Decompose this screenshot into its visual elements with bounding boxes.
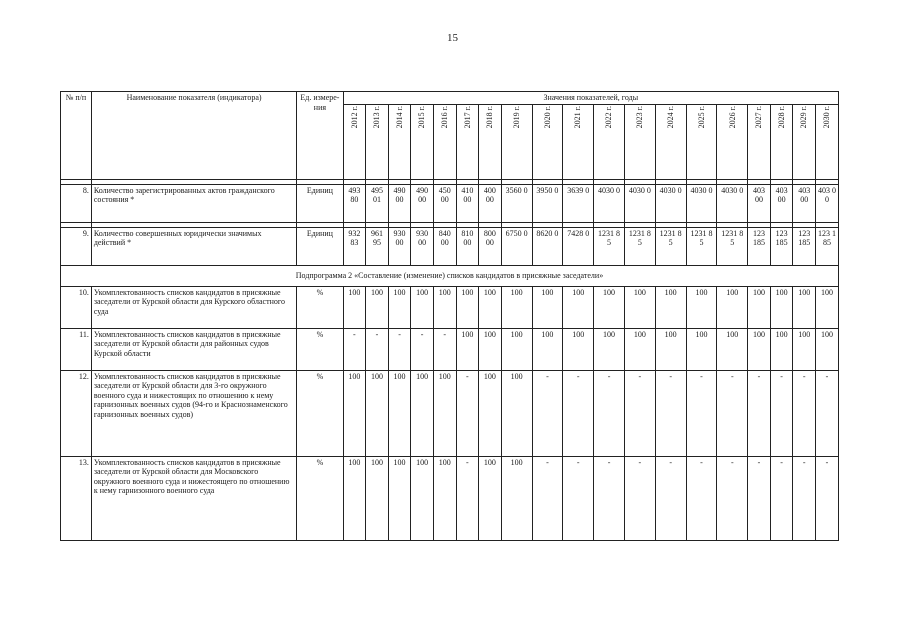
year-header — [594, 104, 625, 179]
indicator-value: 100 — [793, 286, 816, 328]
year-label: 2027 г. — [754, 105, 764, 128]
indicator-value: - — [563, 456, 594, 540]
indicator-value: 4030 0 — [717, 184, 748, 222]
year-header — [770, 104, 793, 179]
indicator-value: 123 185 — [748, 227, 771, 265]
indicator-value: 100 — [456, 286, 479, 328]
indicator-value: - — [624, 456, 655, 540]
year-header — [624, 104, 655, 179]
indicator-name: Количество зарегистрированных актов гражданского состояния * — [91, 184, 297, 222]
indicator-value: - — [433, 328, 456, 370]
indicator-value: 100 — [655, 286, 686, 328]
indicator-value: 100 — [479, 370, 502, 456]
header-unit: Ед. измере-ния — [297, 92, 343, 180]
indicator-value: 930 00 — [411, 227, 434, 265]
year-header — [532, 104, 563, 179]
year-header — [366, 104, 389, 179]
row-number: 9. — [61, 227, 92, 265]
year-label: 2024 г. — [665, 105, 675, 128]
indicator-value: 100 — [388, 286, 411, 328]
indicator-value: 100 — [433, 370, 456, 456]
indicator-value: - — [815, 370, 838, 456]
indicator-value: 4030 0 — [686, 184, 717, 222]
indicator-value: 493 80 — [343, 184, 366, 222]
indicator-value: 100 — [456, 328, 479, 370]
indicator-value: 495 01 — [366, 184, 389, 222]
indicator-value: 100 — [748, 286, 771, 328]
indicator-value: 100 — [532, 286, 563, 328]
year-header — [501, 104, 532, 179]
indicator-value: 100 — [366, 456, 389, 540]
indicator-value: 100 — [343, 286, 366, 328]
indicator-value: 100 — [770, 328, 793, 370]
indicator-value: 100 — [388, 456, 411, 540]
unit-of-measure: % — [297, 286, 343, 328]
year-label: 2016 г. — [439, 105, 449, 128]
indicator-value: 810 00 — [456, 227, 479, 265]
subprogram-title: Подпрограмма 2 «Составление (изменение) списков кандидатов в присяжные заседатели» — [61, 265, 839, 286]
indicator-value: 100 — [770, 286, 793, 328]
indicator-value: - — [366, 328, 389, 370]
indicator-value: 100 — [366, 286, 389, 328]
indicator-value: 100 — [388, 370, 411, 456]
table-row — [61, 456, 839, 540]
header-values: Значения показателей, годы — [343, 92, 838, 105]
indicator-value: 100 — [501, 328, 532, 370]
year-header — [343, 104, 366, 179]
indicator-value: - — [594, 370, 625, 456]
indicator-value: 932 83 — [343, 227, 366, 265]
indicator-value: - — [686, 370, 717, 456]
unit-of-measure: % — [297, 370, 343, 456]
indicator-value: 100 — [717, 286, 748, 328]
year-label: 2023 г. — [635, 105, 645, 128]
year-header — [388, 104, 411, 179]
indicator-value: 7428 0 — [563, 227, 594, 265]
indicator-value: 100 — [655, 328, 686, 370]
indicator-value: 450 00 — [433, 184, 456, 222]
year-label: 2019 г. — [511, 105, 521, 128]
indicator-value: - — [717, 370, 748, 456]
year-header — [411, 104, 434, 179]
indicator-value: 100 — [686, 286, 717, 328]
indicator-value: - — [655, 370, 686, 456]
year-label: 2018 г. — [485, 105, 495, 128]
row-number: 8. — [61, 184, 92, 222]
indicator-value: 1231 85 — [686, 227, 717, 265]
indicator-value: 403 00 — [793, 184, 816, 222]
indicator-value: 100 — [433, 456, 456, 540]
indicator-value: 840 00 — [433, 227, 456, 265]
year-header — [479, 104, 502, 179]
year-header — [655, 104, 686, 179]
indicator-value: 100 — [366, 370, 389, 456]
indicator-value: 961 95 — [366, 227, 389, 265]
indicator-value: 8620 0 — [532, 227, 563, 265]
row-number: 13. — [61, 456, 92, 540]
indicator-value: 100 — [563, 286, 594, 328]
indicator-value: 100 — [624, 328, 655, 370]
indicator-name: Укомплектованность списков кандидатов в присяжные заседатели от Курской области для 3-го окружного военного суда и нижестоящих по отношению к нему гарнизонных военных судов (94-го и Краснознаменского гарнизонных военных судов) — [91, 370, 297, 456]
indicator-value: 3560 0 — [501, 184, 532, 222]
header-row — [61, 92, 839, 105]
indicator-value: 930 00 — [388, 227, 411, 265]
table-row — [61, 286, 839, 328]
indicator-value: 100 — [479, 456, 502, 540]
indicator-value: - — [532, 370, 563, 456]
indicator-value: 100 — [793, 328, 816, 370]
year-header — [686, 104, 717, 179]
indicator-value: 4030 0 — [655, 184, 686, 222]
indicator-value: 100 — [686, 328, 717, 370]
indicator-name: Количество совершенных юридически значимых действий * — [91, 227, 297, 265]
year-label: 2014 г. — [394, 105, 404, 128]
unit-of-measure: Единиц — [297, 184, 343, 222]
indicator-value: 410 00 — [456, 184, 479, 222]
indicator-value: 100 — [479, 328, 502, 370]
indicator-value: 6750 0 — [501, 227, 532, 265]
table-row — [61, 328, 839, 370]
indicator-value: - — [717, 456, 748, 540]
indicator-value: 403 00 — [748, 184, 771, 222]
indicator-value: 490 00 — [388, 184, 411, 222]
indicator-value: 403 00 — [815, 184, 838, 222]
indicator-value: 100 — [479, 286, 502, 328]
indicator-value: - — [411, 328, 434, 370]
table-row — [61, 184, 839, 222]
indicator-value: - — [594, 456, 625, 540]
year-label: 2021 г. — [573, 105, 583, 128]
year-header — [433, 104, 456, 179]
indicator-value: 1231 85 — [594, 227, 625, 265]
indicator-value: 100 — [532, 328, 563, 370]
indicator-value: 100 — [717, 328, 748, 370]
indicator-value: - — [770, 370, 793, 456]
header-name: Наименование показателя (индикатора) — [91, 92, 297, 180]
year-label: 2020 г. — [542, 105, 552, 128]
unit-of-measure: Единиц — [297, 227, 343, 265]
indicator-value: 123 185 — [815, 227, 838, 265]
indicator-value: - — [388, 328, 411, 370]
year-label: 2015 г. — [417, 105, 427, 128]
indicator-value: 1231 85 — [655, 227, 686, 265]
indicator-value: 100 — [563, 328, 594, 370]
unit-of-measure: % — [297, 328, 343, 370]
year-header — [563, 104, 594, 179]
page-number: 15 — [447, 32, 458, 44]
row-number: 12. — [61, 370, 92, 456]
year-label: 2029 г. — [799, 105, 809, 128]
year-label: 2030 г. — [822, 105, 832, 128]
year-header — [748, 104, 771, 179]
header-num: № п/п — [61, 92, 92, 180]
year-label: 2022 г. — [604, 105, 614, 128]
indicator-value: 100 — [815, 286, 838, 328]
indicator-name: Укомплектованность списков кандидатов в присяжные заседатели от Курской области для Курского областного суда — [91, 286, 297, 328]
indicator-name: Укомплектованность списков кандидатов в присяжные заседатели от Курской области для Московского окружного военного суда и нижестоящего по отношению к нему гарнизонного военного суда — [91, 456, 297, 540]
year-label: 2013 г. — [372, 105, 382, 128]
unit-of-measure: % — [297, 456, 343, 540]
indicator-value: 1231 85 — [624, 227, 655, 265]
indicators-table — [60, 91, 839, 541]
indicator-value: - — [793, 370, 816, 456]
indicator-value: - — [456, 370, 479, 456]
table-row — [61, 227, 839, 265]
indicator-name: Укомплектованность списков кандидатов в присяжные заседатели от Курской области для районных судов Курской области — [91, 328, 297, 370]
year-label: 2028 г. — [776, 105, 786, 128]
indicator-value: 100 — [748, 328, 771, 370]
indicator-value: - — [456, 456, 479, 540]
indicator-value: 800 00 — [479, 227, 502, 265]
indicator-value: - — [655, 456, 686, 540]
indicator-value: 400 00 — [479, 184, 502, 222]
indicator-value: 1231 85 — [717, 227, 748, 265]
indicator-value: 4030 0 — [624, 184, 655, 222]
indicator-value: 100 — [411, 456, 434, 540]
year-label: 2012 г. — [349, 105, 359, 128]
subprogram-row — [61, 265, 839, 286]
indicator-value: - — [770, 456, 793, 540]
indicator-value: 100 — [624, 286, 655, 328]
indicator-value: - — [748, 456, 771, 540]
indicator-value: 100 — [411, 370, 434, 456]
indicator-value: 100 — [594, 286, 625, 328]
year-label: 2017 г. — [462, 105, 472, 128]
year-header — [793, 104, 816, 179]
indicator-value: 3950 0 — [532, 184, 563, 222]
indicator-value: 490 00 — [411, 184, 434, 222]
indicator-value: - — [343, 328, 366, 370]
indicator-value: - — [532, 456, 563, 540]
indicator-value: 403 00 — [770, 184, 793, 222]
indicator-value: 100 — [433, 286, 456, 328]
indicator-value: 100 — [815, 328, 838, 370]
indicator-value: 100 — [594, 328, 625, 370]
year-header — [456, 104, 479, 179]
indicator-value: 100 — [411, 286, 434, 328]
indicator-value: 4030 0 — [594, 184, 625, 222]
indicator-value: - — [815, 456, 838, 540]
indicator-value: 100 — [501, 456, 532, 540]
indicator-value: 3639 0 — [563, 184, 594, 222]
indicator-value: 100 — [501, 370, 532, 456]
indicator-value: - — [624, 370, 655, 456]
indicator-value: 100 — [343, 370, 366, 456]
year-label: 2025 г. — [696, 105, 706, 128]
indicator-value: 123 185 — [770, 227, 793, 265]
indicator-value: - — [686, 456, 717, 540]
indicator-value: - — [563, 370, 594, 456]
year-header — [815, 104, 838, 179]
table-row — [61, 370, 839, 456]
row-number: 10. — [61, 286, 92, 328]
year-label: 2026 г. — [727, 105, 737, 128]
indicator-value: 123 185 — [793, 227, 816, 265]
indicator-value: - — [748, 370, 771, 456]
row-number: 11. — [61, 328, 92, 370]
indicator-value: 100 — [343, 456, 366, 540]
indicator-value: 100 — [501, 286, 532, 328]
year-header — [717, 104, 748, 179]
indicator-value: - — [793, 456, 816, 540]
